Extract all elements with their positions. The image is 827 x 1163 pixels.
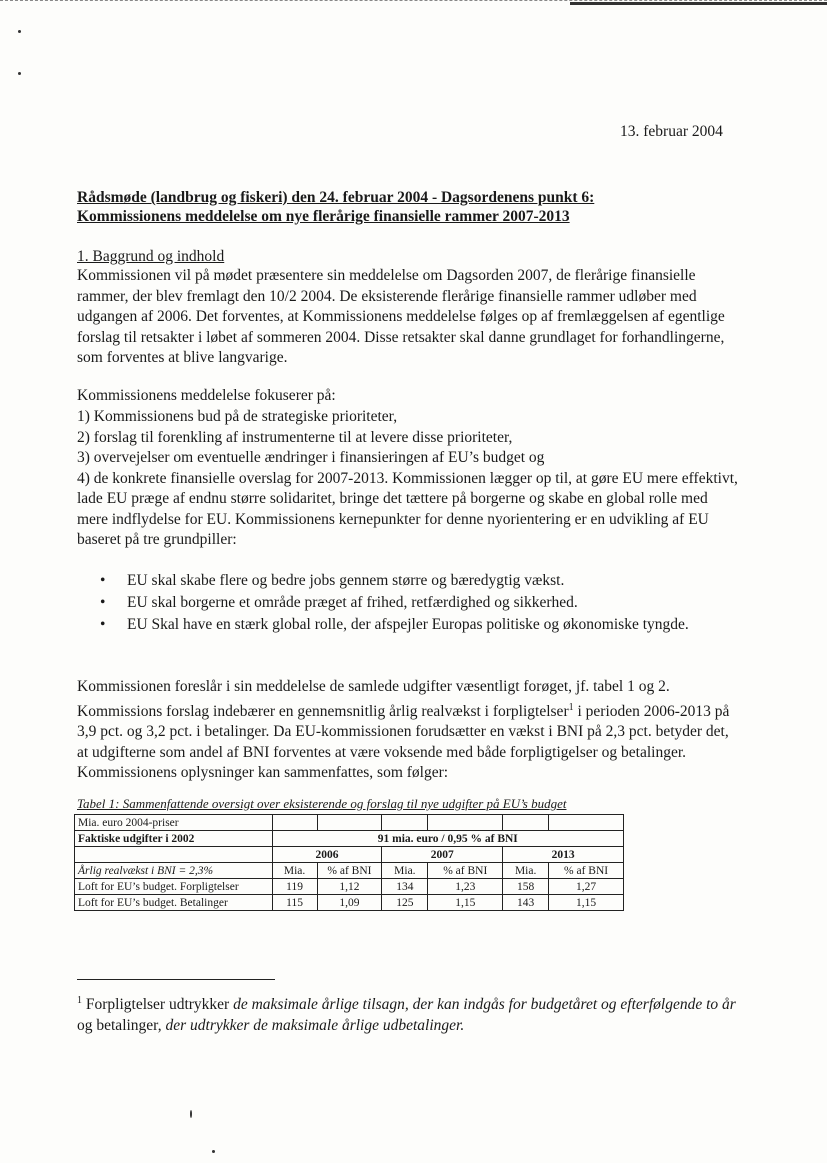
pillar-bullet: [100, 570, 720, 592]
table-cell: 143: [503, 895, 549, 911]
paragraph-expenditure-part-a: Kommissionen foreslår i sin meddelelse de samlede udgifter væsentligt forøget, jf. tabel 1 og 2. Kommissions forslag indebærer en gennemsnitlig årlig realvækst i forpligtelser: [77, 678, 670, 720]
footnote-text-italic: de maksimale årlige tilsagn, der kan indgås for budgetåret og efterfølgende to år: [233, 996, 736, 1014]
bullet-glyph: •: [100, 572, 106, 589]
table-cell-actual-label: Faktiske udgifter i 2002: [75, 831, 273, 847]
table-cell: 1,15: [428, 895, 503, 911]
table-row: [75, 879, 624, 895]
table-header-pct: % af BNI: [317, 863, 382, 879]
table-row-label: Loft for EU’s budget. Forpligtelser: [75, 879, 273, 895]
table-cell: 1,27: [549, 879, 624, 895]
paragraph-focus-intro: Kommissionens meddelelse fokuserer på:: [77, 387, 336, 404]
title-line-2: Kommissionens meddelelse om nye flerårige finansielle rammer 2007-2013: [77, 208, 570, 225]
footnote-marker: 1: [77, 995, 82, 1006]
table-header-mia: Mia.: [503, 863, 549, 879]
table-header-mia: Mia.: [382, 863, 428, 879]
pillar-bullet: [100, 592, 720, 614]
table-cell: 119: [272, 879, 317, 895]
document-date: 13. februar 2004: [620, 123, 723, 140]
table-caption: Tabel 1: Sammenfattende oversigt over eksisterende og forslag til nye udgifter på EU’s budget: [77, 796, 567, 811]
focus-list: [77, 407, 742, 551]
footnote-reference: 1: [568, 701, 574, 713]
pillar-bullet-list: [100, 570, 720, 636]
table-row: [75, 895, 624, 911]
focus-item: 2) forslag til forenkling af instrumenterne til at levere disse prioriteter,: [77, 428, 513, 446]
section-heading: 1. Baggrund og indhold: [77, 248, 225, 265]
footnote-text: Forpligtelser udtrykker: [82, 996, 234, 1014]
table-header-year: 2006: [272, 847, 382, 863]
focus-item: 1) Kommissionens bud på de strategiske prioriteter,: [77, 408, 398, 425]
table-cell-growth-label: Årlig realvækst i BNI = 2,3%: [75, 863, 273, 879]
bullet-glyph: •: [100, 616, 106, 633]
pillar-bullet: [100, 614, 720, 636]
title-line-1: Rådsmøde (landbrug og fiskeri) den 24. februar 2004 - Dagsordenens punkt 6:: [77, 189, 595, 206]
table-header-pct: % af BNI: [549, 863, 624, 879]
footnote-separator: [77, 979, 275, 980]
table-cell: 1,09: [317, 895, 382, 911]
budget-table: [74, 814, 624, 911]
document-title: [77, 188, 757, 226]
table-row: [75, 847, 624, 863]
table-cell: 1,15: [549, 895, 624, 911]
table-row: [75, 831, 624, 847]
table-cell: 1,12: [317, 879, 382, 895]
pillar-bullet-text: EU skal borgerne et område præget af frihed, retfærdighed og sikkerhed.: [127, 594, 578, 611]
scan-speck: [18, 30, 21, 33]
scan-speck: [18, 72, 21, 75]
focus-item: 4) de konkrete finansielle overslag for 2007-2013. Kommissionen lægger op til, at gøre EU mere effektivt, lade EU præge af endnu større solidaritet, bringe det tættere på borgerne og skabe en global rolle med mere indflydelse for EU. Kommissionens kernepunkter for denne nyorientering er en udvikling af EU baseret på tre grundpiller:: [77, 469, 738, 548]
table-cell: 134: [382, 879, 428, 895]
footnote: [77, 990, 747, 1036]
footnote-text: og betalinger,: [77, 1017, 166, 1035]
table-cell: 115: [272, 895, 317, 911]
paragraph-background: Kommissionen vil på mødet præsentere sin meddelelse om Dagsorden 2007, de flerårige finansielle rammer, der blev fremlagt den 10/2 2004. De eksisterende flerårige finansielle rammer udløber med udgangen af 2006. Det forventes, at Kommissionens meddelelse følges op af fremlæggelsen af egentlige forslag til retsakter i løbet af sommeren 2004. Disse retsakter skal danne grundlaget for forhandlingerne, som forventes at blive langvarige.: [77, 267, 725, 366]
table-row: [75, 815, 624, 831]
table-cell-actual-value: 91 mia. euro / 0,95 % af BNI: [272, 831, 623, 847]
table-header-pct: % af BNI: [428, 863, 503, 879]
paragraph-expenditure-part-b: i perioden 2006-2013 på 3,9 pct. og 3,2 pct. i betalinger. Da EU-kommissionen forudsætter en vækst i BNI på 2,3 pct. betyder det, at udgifterne som andel af BNI forventes at være voksende med både forpligtigelser og betalinger. Kommissionens oplysninger kan sammenfattes, som følger:: [77, 702, 730, 782]
paragraph-expenditure: [77, 677, 742, 784]
scan-speck: [212, 1150, 215, 1153]
table-cell: 125: [382, 895, 428, 911]
table-header-mia: Mia.: [272, 863, 317, 879]
table-cell: 158: [503, 879, 549, 895]
focus-item: 3) overvejelser om eventuelle ændringer i finansieringen af EU’s budget og: [77, 449, 545, 466]
footnote-text-italic: der udtrykker de maksimale årlige udbetalinger.: [165, 1017, 465, 1035]
table-header-year: 2007: [382, 847, 503, 863]
table-cell-unit: Mia. euro 2004-priser: [75, 815, 273, 831]
table-cell: 1,23: [428, 879, 503, 895]
scan-speck: [190, 1110, 192, 1118]
pillar-bullet-text: EU Skal have en stærk global rolle, der afspejler Europas politiske og økonomiske tyngde.: [127, 616, 689, 633]
bullet-glyph: •: [100, 594, 106, 611]
pillar-bullet-text: EU skal skabe flere og bedre jobs gennem større og bæredygtig vækst.: [127, 572, 565, 589]
scan-edge-top-dark: [570, 2, 827, 5]
table-row: [75, 863, 624, 879]
table-header-year: 2013: [503, 847, 624, 863]
table-row-label: Loft for EU’s budget. Betalinger: [75, 895, 273, 911]
